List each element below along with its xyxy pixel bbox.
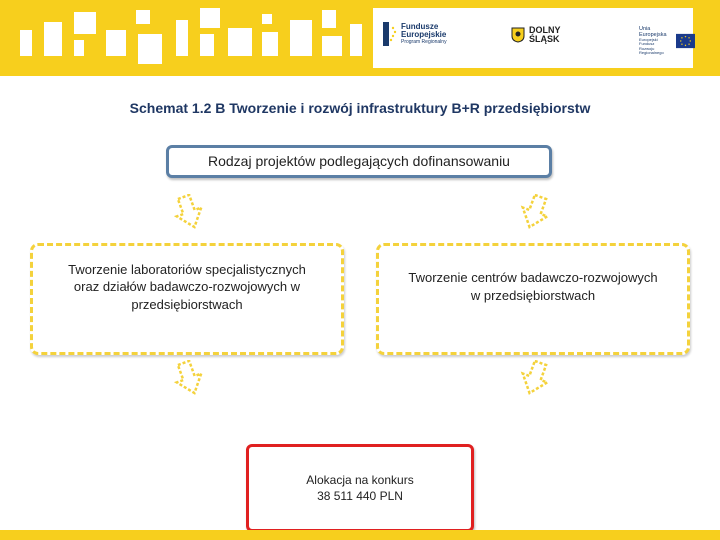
decor-square: [228, 28, 252, 56]
unia-europejska-logo: [639, 26, 695, 56]
laboratories-label: Tworzenie laboratoriów specjalistycznych oraz działów badawczo-rozwojowych w przedsiębiorstwach: [68, 261, 306, 312]
allocation-label: Alokacja na konkurs 38 511 440 PLN: [306, 472, 414, 503]
decor-square: [350, 24, 362, 56]
project-type-box: [166, 145, 552, 178]
decor-square: [290, 20, 312, 56]
decor-square: [322, 10, 336, 28]
fe-logo-name: Fundusze Europejskie: [401, 21, 447, 40]
project-type-label: Rodzaj projektów podlegających dofinansowaniu: [208, 153, 510, 170]
fe-star-icon: [383, 22, 397, 46]
ue-logo-name: Unia Europejska: [639, 26, 667, 39]
rd-centers-label: Tworzenie centrów badawczo-rozwojowych w przedsiębiorstwach: [408, 270, 658, 303]
arrow-down-icon: [518, 360, 552, 396]
rd-centers-box: [376, 243, 690, 355]
decor-square: [138, 34, 162, 64]
decor-square: [200, 34, 214, 56]
fe-logo-sub: Program Regionalny: [401, 38, 447, 45]
arrow-down-icon: [518, 194, 552, 230]
fundusze-europejskie-logo: [383, 22, 447, 46]
decor-square: [74, 40, 84, 56]
logo-strip: [373, 8, 693, 68]
decor-square: [262, 14, 272, 24]
decor-square: [200, 8, 220, 28]
ue-logo-sub: Europejski Fundusz Rozwoju Regionalnego: [639, 37, 664, 56]
decor-square: [106, 30, 126, 56]
decor-square: [176, 20, 188, 56]
decor-square: [44, 22, 62, 56]
decor-square: [136, 10, 150, 24]
decor-square: [74, 12, 96, 34]
footer-bar: [0, 530, 720, 540]
ds-logo-name: DOLNY ŚLĄSK: [529, 25, 561, 45]
laboratories-box: [30, 243, 344, 355]
page-title: Schemat 1.2 B Tworzenie i rozwój infrastruktury B+R przedsiębiorstw: [129, 100, 591, 116]
decor-square: [262, 32, 278, 56]
eagle-crest-icon: [511, 27, 525, 43]
decor-square: [20, 30, 32, 56]
arrow-down-icon: [172, 360, 206, 396]
decor-square: [322, 36, 342, 56]
arrow-down-icon: [172, 194, 206, 230]
dolny-slask-logo: [511, 26, 561, 45]
eu-flag-icon: [676, 32, 695, 50]
header-banner: [0, 0, 720, 76]
allocation-box: [246, 444, 474, 532]
